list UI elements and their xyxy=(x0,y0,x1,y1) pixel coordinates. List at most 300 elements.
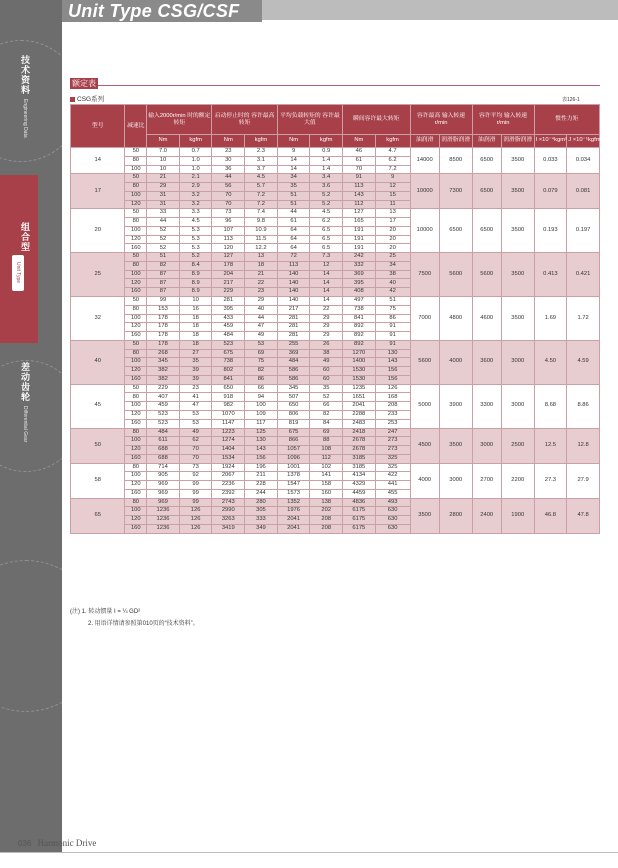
peak-torque-nm: 229 xyxy=(212,288,245,297)
ratio-cell: 120 xyxy=(125,235,147,244)
max-speed-grease: 5600 xyxy=(439,253,472,297)
model-cell: 50 xyxy=(71,428,125,463)
avg-torque-nm: 281 xyxy=(277,314,310,323)
momentary-torque-nm: 6175 xyxy=(343,507,376,516)
peak-torque-nm: 281 xyxy=(212,297,245,306)
peak-torque-nm: 2236 xyxy=(212,481,245,490)
avg-speed-oil: 6500 xyxy=(472,148,501,174)
table-row xyxy=(71,428,600,437)
peak-torque-kgfm: 117 xyxy=(245,419,278,428)
inertia-j: 0.034 xyxy=(567,148,600,174)
footer-rule xyxy=(0,852,618,868)
avg-torque-kgfm: 138 xyxy=(310,498,343,507)
avg-speed-oil: 3600 xyxy=(472,340,501,384)
model-cell: 40 xyxy=(71,340,125,384)
peak-torque-kgfm: 21 xyxy=(245,270,278,279)
rated-torque-nm: 87 xyxy=(147,279,180,288)
header-momentary-torque: 瞬间容许最大转矩 xyxy=(343,105,410,135)
series-label xyxy=(70,94,104,103)
momentary-torque-kgfm: 20 xyxy=(375,244,410,253)
avg-torque-nm: 586 xyxy=(277,375,310,384)
avg-speed-oil: 4600 xyxy=(472,297,501,341)
momentary-torque-nm: 2483 xyxy=(343,419,376,428)
avg-torque-nm: 140 xyxy=(277,297,310,306)
avg-torque-nm: 2041 xyxy=(277,516,310,525)
ratio-cell: 160 xyxy=(125,244,147,253)
section-heading xyxy=(70,73,600,86)
max-speed-grease: 4800 xyxy=(439,297,472,341)
model-group xyxy=(71,253,600,297)
rated-torque-nm: 33 xyxy=(147,209,180,218)
sidebar-item-unit-type[interactable] xyxy=(8,222,30,252)
peak-torque-nm: 1404 xyxy=(212,446,245,455)
momentary-torque-nm: 191 xyxy=(343,244,376,253)
model-group xyxy=(71,148,600,174)
rated-torque-kgfm: 70 xyxy=(179,454,212,463)
momentary-torque-kgfm: 630 xyxy=(375,507,410,516)
peak-torque-kgfm: 125 xyxy=(245,428,278,437)
rated-torque-nm: 51 xyxy=(147,253,180,262)
header-grease: 润滑脂润滑 xyxy=(439,135,472,148)
inertia-j: 0.421 xyxy=(567,253,600,297)
rated-torque-nm: 611 xyxy=(147,437,180,446)
momentary-torque-nm: 165 xyxy=(343,218,376,227)
rated-torque-kgfm: 70 xyxy=(179,446,212,455)
peak-torque-kgfm: 12.2 xyxy=(245,244,278,253)
peak-torque-kgfm: 53 xyxy=(245,340,278,349)
ratio-cell: 80 xyxy=(125,428,147,437)
ratio-cell: 120 xyxy=(125,200,147,209)
ratio-cell: 80 xyxy=(125,156,147,165)
avg-torque-kgfm: 0.9 xyxy=(310,148,343,157)
page-title xyxy=(62,0,262,22)
max-speed-oil: 5000 xyxy=(410,384,439,428)
avg-torque-nm: 819 xyxy=(277,419,310,428)
rated-torque-kgfm: 5.3 xyxy=(179,226,212,235)
rated-torque-kgfm: 8.4 xyxy=(179,261,212,270)
avg-torque-nm: 72 xyxy=(277,253,310,262)
model-cell: 32 xyxy=(71,297,125,341)
avg-torque-kgfm: 6.5 xyxy=(310,235,343,244)
momentary-torque-kgfm: 253 xyxy=(375,419,410,428)
peak-torque-kgfm: 44 xyxy=(245,314,278,323)
avg-torque-kgfm: 60 xyxy=(310,367,343,376)
momentary-torque-nm: 242 xyxy=(343,253,376,262)
rated-torque-nm: 153 xyxy=(147,305,180,314)
unit-nm: Nm xyxy=(212,135,245,148)
model-cell: 25 xyxy=(71,253,125,297)
peak-torque-kgfm: 7.2 xyxy=(245,200,278,209)
ratio-cell: 50 xyxy=(125,340,147,349)
peak-torque-kgfm: 69 xyxy=(245,349,278,358)
avg-torque-nm: 1976 xyxy=(277,507,310,516)
rated-torque-kgfm: 1.0 xyxy=(179,156,212,165)
unit-nm: Nm xyxy=(277,135,310,148)
ratio-cell: 100 xyxy=(125,358,147,367)
avg-torque-kgfm: 208 xyxy=(310,516,343,525)
note-1: (注) 1. 转动惯量 I = ¼ GD² xyxy=(70,609,141,615)
max-speed-oil: 7500 xyxy=(410,253,439,297)
ratio-cell: 100 xyxy=(125,437,147,446)
avg-torque-nm: 64 xyxy=(277,226,310,235)
avg-torque-nm: 64 xyxy=(277,235,310,244)
unit-kgfm: kgfm xyxy=(245,135,278,148)
momentary-torque-nm: 408 xyxy=(343,288,376,297)
avg-torque-kgfm: 14 xyxy=(310,288,343,297)
rated-torque-nm: 382 xyxy=(147,367,180,376)
header-model: 型号 xyxy=(71,105,125,148)
momentary-torque-nm: 332 xyxy=(343,261,376,270)
momentary-torque-kgfm: 455 xyxy=(375,489,410,498)
sidebar-item-differential-gear[interactable] xyxy=(8,362,30,442)
ratio-cell: 120 xyxy=(125,323,147,332)
rated-torque-kgfm: 53 xyxy=(179,410,212,419)
momentary-torque-nm: 1530 xyxy=(343,375,376,384)
model-group xyxy=(71,174,600,209)
max-speed-oil: 3500 xyxy=(410,498,439,533)
ratio-cell: 50 xyxy=(125,297,147,306)
avg-speed-grease: 3500 xyxy=(501,297,534,341)
avg-torque-nm: 1378 xyxy=(277,472,310,481)
avg-torque-nm: 44 xyxy=(277,209,310,218)
momentary-torque-nm: 6175 xyxy=(343,516,376,525)
rated-torque-kgfm: 1.0 xyxy=(179,165,212,174)
avg-torque-nm: 650 xyxy=(277,402,310,411)
momentary-torque-nm: 2678 xyxy=(343,437,376,446)
peak-torque-kgfm: 94 xyxy=(245,393,278,402)
peak-torque-kgfm: 75 xyxy=(245,358,278,367)
momentary-torque-kgfm: 422 xyxy=(375,472,410,481)
rated-torque-nm: 459 xyxy=(147,402,180,411)
unit-kgfm: kgfm xyxy=(310,135,343,148)
rated-torque-nm: 44 xyxy=(147,218,180,227)
avg-torque-nm: 675 xyxy=(277,428,310,437)
rated-torque-nm: 178 xyxy=(147,340,180,349)
avg-speed-oil: 6500 xyxy=(472,209,501,253)
momentary-torque-kgfm: 325 xyxy=(375,454,410,463)
avg-torque-kgfm: 108 xyxy=(310,446,343,455)
header-ratio: 减速比 xyxy=(125,105,147,148)
avg-torque-nm: 1573 xyxy=(277,489,310,498)
peak-torque-nm: 433 xyxy=(212,314,245,323)
header-rated-torque: 输入2000r/min 时的额定转矩 xyxy=(147,105,212,135)
header-grease: 润滑脂润滑 xyxy=(501,135,534,148)
footer xyxy=(18,838,96,848)
momentary-torque-kgfm: 91 xyxy=(375,332,410,341)
avg-speed-grease: 2200 xyxy=(501,463,534,498)
peak-torque-kgfm: 244 xyxy=(245,489,278,498)
rated-torque-kgfm: 5.3 xyxy=(179,235,212,244)
inertia-j: 1.72 xyxy=(567,297,600,341)
max-speed-oil: 4000 xyxy=(410,463,439,498)
peak-torque-kgfm: 305 xyxy=(245,507,278,516)
avg-torque-nm: 64 xyxy=(277,244,310,253)
momentary-torque-nm: 2678 xyxy=(343,446,376,455)
momentary-torque-nm: 738 xyxy=(343,305,376,314)
rated-torque-kgfm: 35 xyxy=(179,358,212,367)
sidebar-item-sub: Unit Type xyxy=(12,255,24,291)
rated-torque-nm: 7.0 xyxy=(147,148,180,157)
ratio-cell: 100 xyxy=(125,402,147,411)
sidebar-item-sub: Engineering Data xyxy=(22,99,28,138)
momentary-torque-nm: 4459 xyxy=(343,489,376,498)
momentary-torque-nm: 4836 xyxy=(343,498,376,507)
rated-torque-nm: 178 xyxy=(147,332,180,341)
model-group xyxy=(71,209,600,253)
momentary-torque-kgfm: 91 xyxy=(375,323,410,332)
avg-torque-kgfm: 49 xyxy=(310,358,343,367)
sidebar-item-label: 组合型 xyxy=(20,222,30,252)
avg-torque-nm: 507 xyxy=(277,393,310,402)
notes xyxy=(70,606,199,630)
rated-torque-kgfm: 5.3 xyxy=(179,244,212,253)
max-speed-grease: 4000 xyxy=(439,340,472,384)
inertia-i: 12.5 xyxy=(534,428,567,463)
momentary-torque-kgfm: 12 xyxy=(375,183,410,192)
rated-torque-nm: 178 xyxy=(147,323,180,332)
rated-torque-kgfm: 3.2 xyxy=(179,200,212,209)
momentary-torque-kgfm: 156 xyxy=(375,375,410,384)
peak-torque-kgfm: 11.5 xyxy=(245,235,278,244)
max-speed-oil: 14000 xyxy=(410,148,439,174)
rated-torque-nm: 31 xyxy=(147,191,180,200)
peak-torque-nm: 2743 xyxy=(212,498,245,507)
inertia-i: 0.413 xyxy=(534,253,567,297)
peak-torque-kgfm: 9.8 xyxy=(245,218,278,227)
inertia-j: 8.86 xyxy=(567,384,600,428)
avg-torque-kgfm: 4.5 xyxy=(310,209,343,218)
momentary-torque-nm: 892 xyxy=(343,323,376,332)
rated-torque-kgfm: 8.9 xyxy=(179,270,212,279)
peak-torque-nm: 217 xyxy=(212,279,245,288)
momentary-torque-kgfm: 493 xyxy=(375,498,410,507)
momentary-torque-kgfm: 208 xyxy=(375,402,410,411)
rated-torque-nm: 688 xyxy=(147,446,180,455)
peak-torque-kgfm: 4.5 xyxy=(245,174,278,183)
rated-torque-nm: 688 xyxy=(147,454,180,463)
avg-torque-kgfm: 158 xyxy=(310,481,343,490)
peak-torque-nm: 178 xyxy=(212,261,245,270)
rated-torque-kgfm: 8.9 xyxy=(179,288,212,297)
header-avg-speed: 容许平均 输入转速 r/min xyxy=(472,105,534,135)
avg-speed-grease: 2500 xyxy=(501,428,534,463)
max-speed-grease: 6500 xyxy=(439,209,472,253)
rating-table xyxy=(70,104,606,534)
peak-torque-nm: 982 xyxy=(212,402,245,411)
peak-torque-kgfm: 13 xyxy=(245,253,278,262)
peak-torque-nm: 70 xyxy=(212,200,245,209)
avg-torque-kgfm: 14 xyxy=(310,297,343,306)
momentary-torque-kgfm: 273 xyxy=(375,437,410,446)
ratio-cell: 100 xyxy=(125,191,147,200)
peak-torque-nm: 73 xyxy=(212,209,245,218)
unit-nm: Nm xyxy=(343,135,376,148)
ratio-cell: 80 xyxy=(125,261,147,270)
section-heading-label: 额定表 xyxy=(72,79,96,88)
avg-speed-grease: 3000 xyxy=(501,384,534,428)
peak-torque-nm: 127 xyxy=(212,253,245,262)
avg-torque-kgfm: 29 xyxy=(310,332,343,341)
sidebar xyxy=(0,0,62,867)
page-number: 036 xyxy=(18,839,32,848)
avg-speed-oil: 6500 xyxy=(472,174,501,209)
avg-torque-kgfm: 5.2 xyxy=(310,200,343,209)
ratio-cell: 80 xyxy=(125,463,147,472)
momentary-torque-kgfm: 42 xyxy=(375,288,410,297)
avg-torque-kgfm: 5.2 xyxy=(310,191,343,200)
max-speed-oil: 5600 xyxy=(410,340,439,384)
rated-torque-nm: 52 xyxy=(147,226,180,235)
peak-torque-nm: 1274 xyxy=(212,437,245,446)
rated-torque-nm: 969 xyxy=(147,498,180,507)
peak-torque-kgfm: 10.9 xyxy=(245,226,278,235)
peak-torque-kgfm: 7.4 xyxy=(245,209,278,218)
rated-torque-kgfm: 5.2 xyxy=(179,253,212,262)
peak-torque-kgfm: 82 xyxy=(245,367,278,376)
momentary-torque-kgfm: 20 xyxy=(375,226,410,235)
model-group xyxy=(71,297,600,341)
avg-torque-kgfm: 141 xyxy=(310,472,343,481)
momentary-torque-kgfm: 233 xyxy=(375,410,410,419)
avg-torque-kgfm: 52 xyxy=(310,393,343,402)
rated-torque-nm: 382 xyxy=(147,375,180,384)
momentary-torque-kgfm: 11 xyxy=(375,200,410,209)
avg-torque-kgfm: 3.4 xyxy=(310,174,343,183)
peak-torque-nm: 23 xyxy=(212,148,245,157)
avg-torque-nm: 1547 xyxy=(277,481,310,490)
max-speed-oil: 7000 xyxy=(410,297,439,341)
momentary-torque-nm: 46 xyxy=(343,148,376,157)
rated-torque-kgfm: 18 xyxy=(179,314,212,323)
peak-torque-kgfm: 156 xyxy=(245,454,278,463)
momentary-torque-kgfm: 91 xyxy=(375,340,410,349)
avg-torque-nm: 806 xyxy=(277,410,310,419)
avg-torque-nm: 369 xyxy=(277,349,310,358)
avg-torque-kgfm: 35 xyxy=(310,384,343,393)
momentary-torque-nm: 113 xyxy=(343,183,376,192)
brand-name: Harmonic Drive xyxy=(37,838,97,848)
unit-nm: Nm xyxy=(147,135,180,148)
peak-torque-nm: 738 xyxy=(212,358,245,367)
model-group xyxy=(71,384,600,428)
rated-torque-nm: 523 xyxy=(147,410,180,419)
ratio-cell: 120 xyxy=(125,481,147,490)
avg-torque-nm: 2041 xyxy=(277,524,310,533)
ratio-cell: 120 xyxy=(125,279,147,288)
ratio-cell: 80 xyxy=(125,393,147,402)
momentary-torque-nm: 1235 xyxy=(343,384,376,393)
rated-torque-kgfm: 39 xyxy=(179,367,212,376)
ratio-cell: 160 xyxy=(125,288,147,297)
model-cell: 17 xyxy=(71,174,125,209)
model-cell: 65 xyxy=(71,498,125,533)
header-inertia-i: I ×10⁻⁴kgm² xyxy=(534,135,567,148)
peak-torque-nm: 70 xyxy=(212,191,245,200)
avg-torque-nm: 9 xyxy=(277,148,310,157)
avg-speed-oil: 2700 xyxy=(472,463,501,498)
rated-torque-kgfm: 3.2 xyxy=(179,191,212,200)
rated-torque-kgfm: 3.3 xyxy=(179,209,212,218)
sidebar-item-label: 差动齿轮 xyxy=(20,362,30,402)
header-max-speed: 容许最高 输入转速 r/min xyxy=(410,105,472,135)
momentary-torque-nm: 6175 xyxy=(343,524,376,533)
avg-torque-kgfm: 29 xyxy=(310,314,343,323)
rated-torque-kgfm: 18 xyxy=(179,340,212,349)
rated-torque-kgfm: 4.5 xyxy=(179,218,212,227)
peak-torque-kgfm: 47 xyxy=(245,323,278,332)
ratio-cell: 120 xyxy=(125,367,147,376)
table-reference: 表126-1 xyxy=(562,97,580,103)
model-cell: 45 xyxy=(71,384,125,428)
ratio-cell: 160 xyxy=(125,489,147,498)
rated-torque-kgfm: 49 xyxy=(179,428,212,437)
table-row xyxy=(71,148,600,157)
avg-torque-kgfm: 66 xyxy=(310,402,343,411)
ratio-cell: 160 xyxy=(125,419,147,428)
peak-torque-nm: 107 xyxy=(212,226,245,235)
momentary-torque-nm: 2288 xyxy=(343,410,376,419)
peak-torque-nm: 484 xyxy=(212,332,245,341)
avg-torque-nm: 113 xyxy=(277,261,310,270)
ratio-cell: 50 xyxy=(125,384,147,393)
rated-torque-nm: 268 xyxy=(147,349,180,358)
peak-torque-kgfm: 49 xyxy=(245,332,278,341)
sidebar-item-engineering-data[interactable] xyxy=(8,55,30,138)
peak-torque-nm: 204 xyxy=(212,270,245,279)
momentary-torque-kgfm: 168 xyxy=(375,393,410,402)
avg-torque-nm: 14 xyxy=(277,156,310,165)
table-row xyxy=(71,384,600,393)
peak-torque-kgfm: 7.2 xyxy=(245,191,278,200)
peak-torque-nm: 2990 xyxy=(212,507,245,516)
momentary-torque-nm: 3185 xyxy=(343,454,376,463)
avg-torque-nm: 14 xyxy=(277,165,310,174)
momentary-torque-nm: 70 xyxy=(343,165,376,174)
peak-torque-kgfm: 86 xyxy=(245,375,278,384)
peak-torque-nm: 918 xyxy=(212,393,245,402)
rated-torque-kgfm: 16 xyxy=(179,305,212,314)
ratio-cell: 50 xyxy=(125,174,147,183)
peak-torque-nm: 113 xyxy=(212,235,245,244)
momentary-torque-kgfm: 86 xyxy=(375,314,410,323)
rated-torque-nm: 52 xyxy=(147,244,180,253)
peak-torque-kgfm: 130 xyxy=(245,437,278,446)
peak-torque-kgfm: 100 xyxy=(245,402,278,411)
max-speed-grease: 3900 xyxy=(439,384,472,428)
momentary-torque-kgfm: 34 xyxy=(375,261,410,270)
ratio-cell: 100 xyxy=(125,270,147,279)
rated-torque-kgfm: 73 xyxy=(179,463,212,472)
avg-torque-nm: 34 xyxy=(277,174,310,183)
momentary-torque-nm: 127 xyxy=(343,209,376,218)
peak-torque-kgfm: 5.7 xyxy=(245,183,278,192)
peak-torque-kgfm: 333 xyxy=(245,516,278,525)
avg-torque-nm: 51 xyxy=(277,200,310,209)
rated-torque-kgfm: 27 xyxy=(179,349,212,358)
avg-torque-kgfm: 1.4 xyxy=(310,156,343,165)
ratio-cell: 50 xyxy=(125,209,147,218)
avg-torque-nm: 345 xyxy=(277,384,310,393)
table-row xyxy=(71,340,600,349)
rated-torque-nm: 714 xyxy=(147,463,180,472)
inertia-j: 4.59 xyxy=(567,340,600,384)
avg-speed-oil: 3300 xyxy=(472,384,501,428)
rated-torque-nm: 21 xyxy=(147,174,180,183)
model-group xyxy=(71,340,600,384)
avg-speed-oil: 2400 xyxy=(472,498,501,533)
avg-torque-nm: 140 xyxy=(277,279,310,288)
peak-torque-nm: 459 xyxy=(212,323,245,332)
